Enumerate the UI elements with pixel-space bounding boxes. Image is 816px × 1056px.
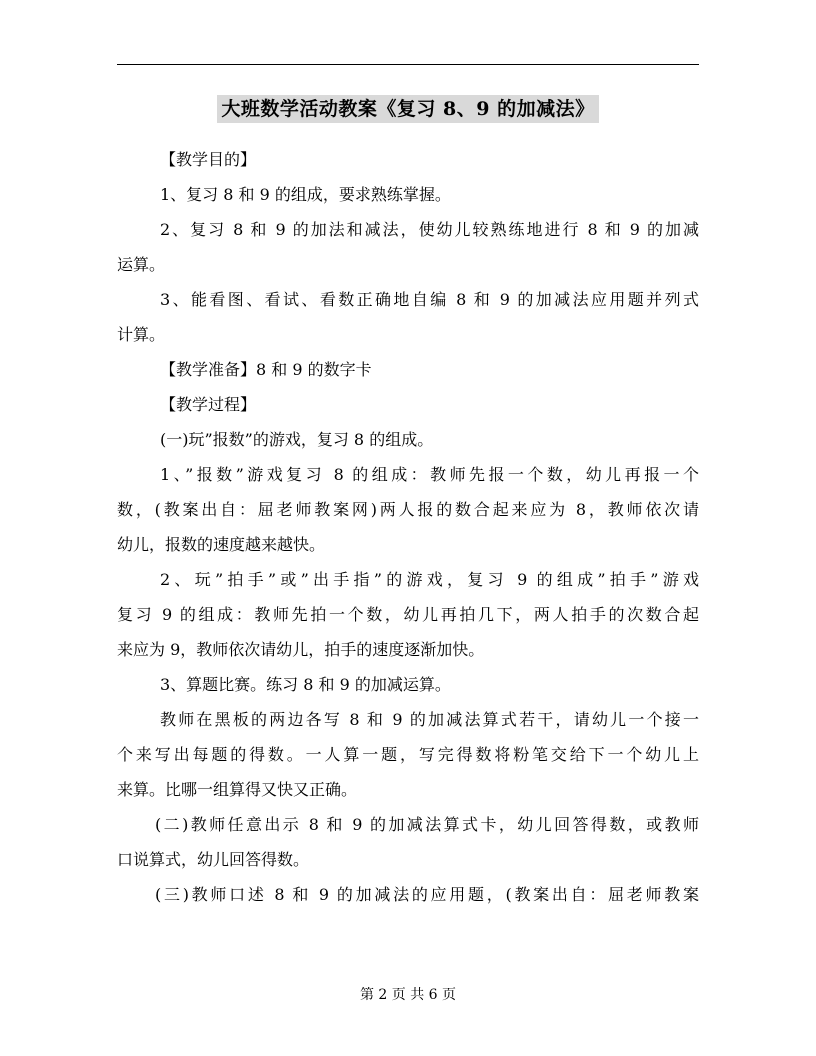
paragraph-line: 来算。比哪一组算得又快又正确。 <box>117 780 358 799</box>
paragraph-line: 1、”报数”游戏复习 8 的组成：教师先报一个数，幼儿再报一个 <box>160 465 699 484</box>
paragraph-line: 口说算式，幼儿回答得数。 <box>117 850 310 869</box>
paragraph-line: (一)玩”报数”的游戏，复习 8 的组成。 <box>160 430 434 449</box>
paragraph-line: 教师在黑板的两边各写 8 和 9 的加减法算式若干，请幼儿一个接一 <box>160 710 699 729</box>
paragraph-line: 运算。 <box>117 255 166 274</box>
document-body <box>117 142 699 912</box>
page-number-footer: 第 2 页 共 6 页 <box>359 987 457 1003</box>
paragraph-line: 2、玩”拍手”或”出手指”的游戏，复习 9 的组成”拍手”游戏 <box>160 570 699 589</box>
section-heading-preparation: 【教学准备】8 和 9 的数字卡 <box>160 360 372 379</box>
paragraph-line: 来应为 9，教师依次请幼儿，拍手的速度逐渐加快。 <box>117 640 485 659</box>
paragraph-line: 数，(教案出自：屈老师教案网)两人报的数合起来应为 8，教师依次请 <box>117 500 699 519</box>
paragraph-line: 复习 9 的组成：教师先拍一个数，幼儿再拍几下，两人拍手的次数合起 <box>117 605 699 624</box>
paragraph-line: 计算。 <box>117 325 166 344</box>
header-rule <box>117 64 699 65</box>
section-heading-process: 【教学过程】 <box>160 395 257 414</box>
paragraph-line: 幼儿，报数的速度越来越快。 <box>117 535 326 554</box>
paragraph-line: 个来写出每题的得数。一人算一题，写完得数将粉笔交给下一个幼儿上 <box>117 745 699 764</box>
paragraph-line: (三)教师口述 8 和 9 的加减法的应用题，(教案出自：屈老师教案 <box>155 885 699 904</box>
paragraph-line: 2、复习 8 和 9 的加法和减法，使幼儿较熟练地进行 8 和 9 的加减 <box>160 220 699 239</box>
title-container <box>117 95 699 123</box>
document-title: 大班数学活动教案《复习 8、9 的加减法》 <box>217 95 598 123</box>
paragraph-line: 3、能看图、看试、看数正确地自编 8 和 9 的加减法应用题并列式 <box>160 290 699 309</box>
section-heading-objectives: 【教学目的】 <box>160 150 257 169</box>
paragraph-line: 1、复习 8 和 9 的组成，要求熟练掌握。 <box>160 185 451 204</box>
paragraph-line: 3、算题比赛。练习 8 和 9 的加减运算。 <box>160 675 451 694</box>
paragraph-line: (二)教师任意出示 8 和 9 的加减法算式卡，幼儿回答得数，或教师 <box>155 815 699 834</box>
